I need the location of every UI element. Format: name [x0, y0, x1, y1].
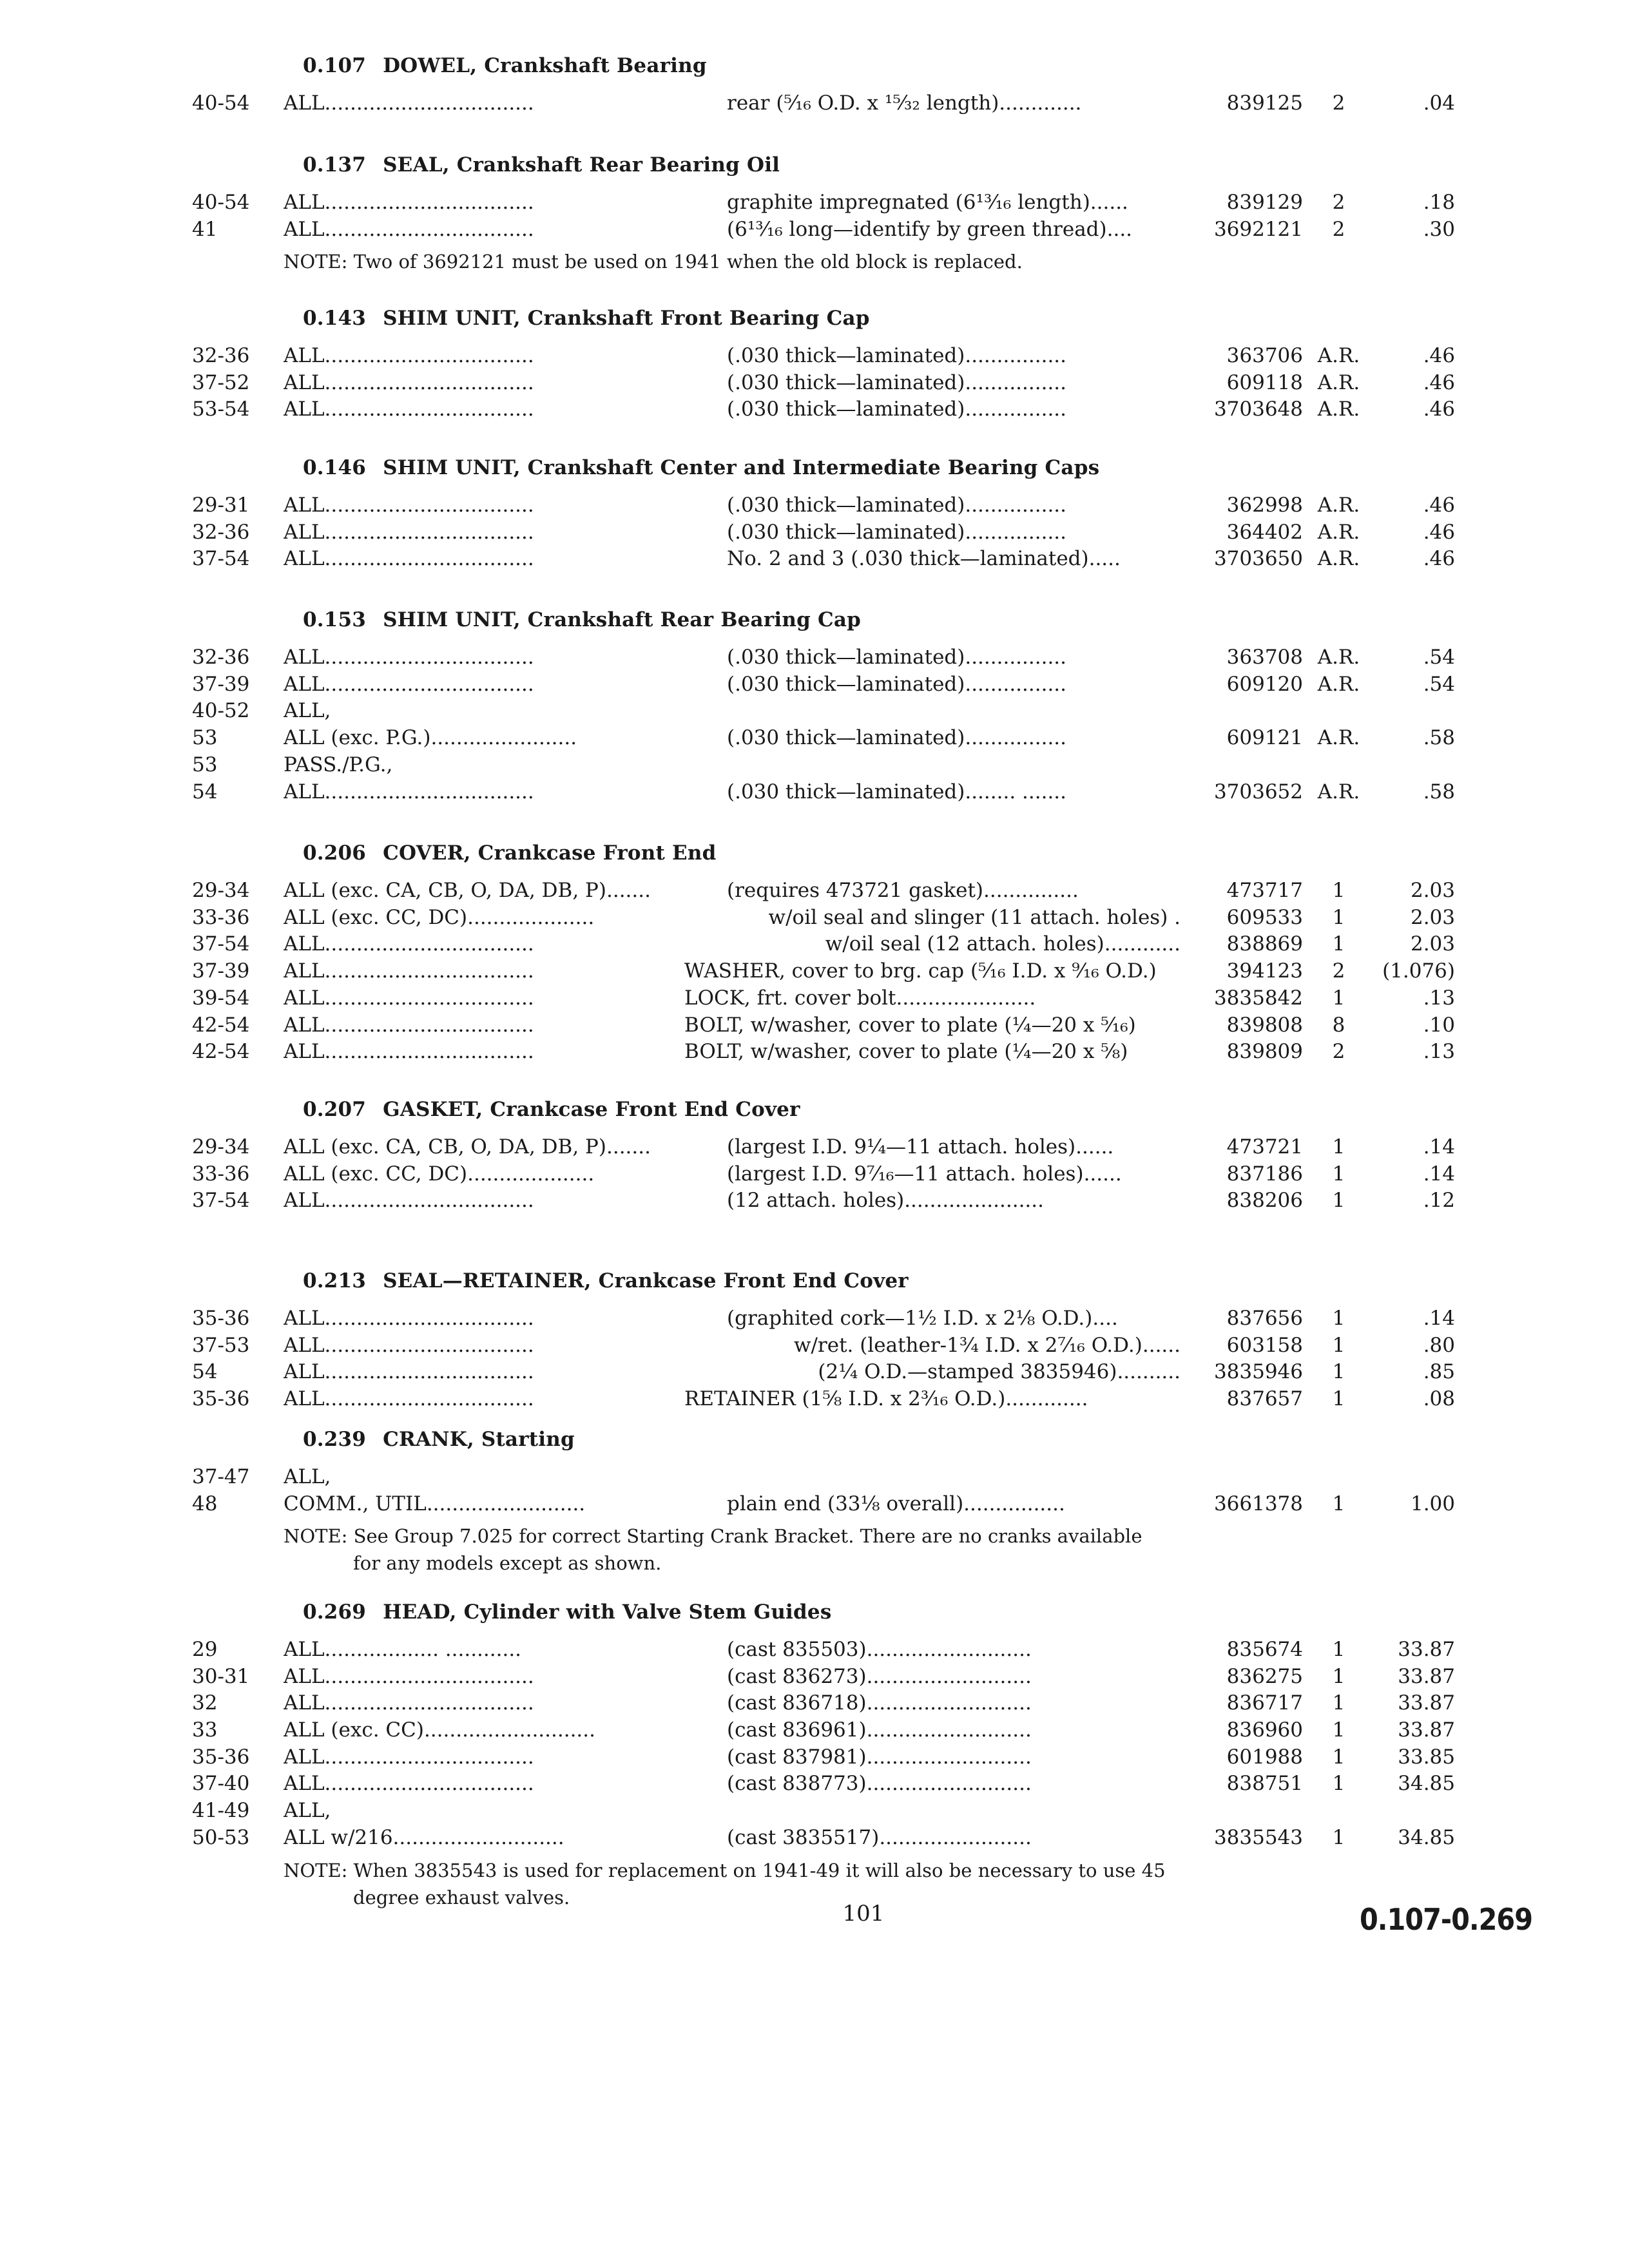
- price-cell: .46: [1423, 344, 1455, 367]
- models-cell: ALL.................................: [284, 1334, 534, 1357]
- table-row: [0, 218, 1629, 246]
- price-cell: .30: [1423, 218, 1455, 241]
- models-cell: ALL.................................: [284, 932, 534, 956]
- table-row: [0, 494, 1629, 522]
- table-row: [0, 1189, 1629, 1217]
- models-cell: ALL.................................: [284, 986, 534, 1010]
- description-cell: (cast 838773)..........................: [727, 1772, 1032, 1795]
- section-number: 0.107: [303, 54, 367, 77]
- part-number-cell: 3703648: [1213, 398, 1303, 421]
- price-cell: 2.03: [1410, 932, 1455, 956]
- note-continuation: degree exhaust valves.: [353, 1887, 570, 1908]
- models-cell: ALL.................................: [284, 673, 534, 696]
- part-number-cell: 839809: [1226, 1040, 1303, 1063]
- part-number-cell: 836717: [1226, 1691, 1303, 1715]
- table-row: [0, 959, 1629, 988]
- section-number: 0.146: [303, 456, 367, 479]
- price-cell: 33.87: [1398, 1638, 1455, 1661]
- models-cell: ALL.................................: [284, 1772, 534, 1795]
- part-number-cell: 609533: [1226, 906, 1303, 929]
- years-cell: 53-54: [192, 398, 250, 421]
- part-number-cell: 837656: [1226, 1307, 1303, 1330]
- quantity-cell: A.R.: [1317, 673, 1360, 696]
- table-row: [0, 344, 1629, 372]
- table-row: [0, 191, 1629, 219]
- section-heading: [303, 1098, 800, 1121]
- years-cell: 40-52: [192, 699, 250, 722]
- part-number-cell: 837186: [1226, 1162, 1303, 1186]
- description-cell: (2¼ O.D.—stamped 3835946)..........: [818, 1360, 1181, 1383]
- price-cell: 33.87: [1398, 1691, 1455, 1715]
- description-cell: (.030 thick—laminated)........ .......: [727, 780, 1067, 803]
- quantity-cell: 1: [1332, 1334, 1345, 1357]
- section-heading: [303, 1269, 909, 1293]
- quantity-cell: 1: [1332, 1665, 1345, 1688]
- note-text: NOTE: Two of 3692121 must be used on 1941 when the old block is replaced.: [284, 251, 1023, 273]
- price-cell: .46: [1423, 398, 1455, 421]
- years-cell: 30-31: [192, 1665, 250, 1688]
- section-title: COVER, Crankcase Front End: [383, 841, 717, 865]
- quantity-cell: 1: [1332, 1387, 1345, 1410]
- years-cell: 41-49: [192, 1799, 250, 1822]
- table-row: [0, 1162, 1629, 1191]
- quantity-cell: 8: [1332, 1014, 1345, 1037]
- models-cell: PASS./P.G.,: [284, 753, 393, 776]
- years-cell: 42-54: [192, 1040, 250, 1063]
- description-cell: (.030 thick—laminated)................: [727, 726, 1067, 749]
- section-note: [284, 1857, 1211, 1911]
- part-number-cell: 838206: [1226, 1189, 1303, 1212]
- table-row: [0, 986, 1629, 1015]
- models-cell: ALL.................. ............: [284, 1638, 522, 1661]
- years-cell: 41: [192, 218, 218, 241]
- section-number: 0.143: [303, 307, 367, 330]
- description-cell: No. 2 and 3 (.030 thick—laminated).....: [727, 547, 1121, 570]
- section-heading: [303, 153, 780, 177]
- quantity-cell: 1: [1332, 932, 1345, 956]
- page-code: 0.107-0.269: [1360, 1902, 1532, 1937]
- table-row: [0, 1334, 1629, 1362]
- part-number-cell: 363706: [1226, 344, 1303, 367]
- part-number-cell: 839808: [1226, 1014, 1303, 1037]
- quantity-cell: 1: [1332, 986, 1345, 1010]
- quantity-cell: 1: [1332, 1772, 1345, 1795]
- quantity-cell: A.R.: [1317, 726, 1360, 749]
- quantity-cell: 2: [1332, 191, 1345, 214]
- part-number-cell: 609118: [1226, 371, 1303, 394]
- price-cell: .14: [1423, 1135, 1455, 1158]
- price-cell: .46: [1423, 521, 1455, 544]
- years-cell: 37-52: [192, 371, 250, 394]
- models-cell: ALL.................................: [284, 1745, 534, 1769]
- models-cell: ALL.................................: [284, 494, 534, 517]
- price-cell: 33.85: [1398, 1745, 1455, 1769]
- price-cell: .80: [1423, 1334, 1455, 1357]
- table-row: [0, 726, 1629, 754]
- section-number: 0.213: [303, 1269, 367, 1293]
- models-cell: ALL.................................: [284, 1665, 534, 1688]
- price-cell: .85: [1423, 1360, 1455, 1383]
- part-number-cell: 836960: [1226, 1718, 1303, 1742]
- section-note: [284, 1523, 1211, 1577]
- models-cell: ALL.................................: [284, 646, 534, 669]
- description-cell: (requires 473721 gasket)...............: [727, 879, 1079, 902]
- price-cell: 33.87: [1398, 1665, 1455, 1688]
- table-row: [0, 1665, 1629, 1693]
- section-number: 0.137: [303, 153, 367, 177]
- part-number-cell: 609121: [1226, 726, 1303, 749]
- models-cell: ALL.................................: [284, 218, 534, 241]
- price-cell: .58: [1423, 726, 1455, 749]
- price-cell: .58: [1423, 780, 1455, 803]
- price-cell: 2.03: [1410, 879, 1455, 902]
- price-cell: .46: [1423, 371, 1455, 394]
- years-cell: 37-54: [192, 547, 250, 570]
- years-cell: 53: [192, 753, 218, 776]
- years-cell: 37-54: [192, 932, 250, 956]
- quantity-cell: 1: [1332, 1718, 1345, 1742]
- price-cell: 1.00: [1410, 1492, 1455, 1515]
- description-cell: (.030 thick—laminated)................: [727, 646, 1067, 669]
- models-cell: ALL (exc. CC, DC)....................: [284, 1162, 595, 1186]
- part-number-cell: 837657: [1226, 1387, 1303, 1410]
- price-cell: .10: [1423, 1014, 1455, 1037]
- models-cell: ALL.................................: [284, 91, 534, 115]
- section-number: 0.239: [303, 1428, 367, 1451]
- part-number-cell: 3835946: [1213, 1360, 1303, 1383]
- models-cell: ALL w/216...........................: [284, 1826, 564, 1849]
- table-row: [0, 398, 1629, 426]
- section-title: SEAL—RETAINER, Crankcase Front End Cover: [383, 1269, 909, 1293]
- description-cell: (cast 837981)..........................: [727, 1745, 1032, 1769]
- models-cell: ALL,: [284, 699, 331, 722]
- years-cell: 29-31: [192, 494, 250, 517]
- quantity-cell: 1: [1332, 1189, 1345, 1212]
- years-cell: 37-54: [192, 1189, 250, 1212]
- quantity-cell: A.R.: [1317, 344, 1360, 367]
- description-cell: w/oil seal and slinger (11 attach. holes) .: [768, 906, 1181, 929]
- section-title: CRANK, Starting: [383, 1428, 575, 1451]
- quantity-cell: A.R.: [1317, 494, 1360, 517]
- description-cell: (.030 thick—laminated)................: [727, 398, 1067, 421]
- description-cell: (cast 3835517)........................: [727, 1826, 1032, 1849]
- quantity-cell: A.R.: [1317, 547, 1360, 570]
- quantity-cell: 1: [1332, 1162, 1345, 1186]
- table-row: [0, 1040, 1629, 1068]
- part-number-cell: 3835543: [1213, 1826, 1303, 1849]
- section-heading: [303, 1600, 832, 1624]
- price-cell: .46: [1423, 494, 1455, 517]
- description-cell: graphite impregnated (6¹³⁄₁₆ length)......: [727, 191, 1128, 214]
- models-cell: ALL.................................: [284, 398, 534, 421]
- years-cell: 50-53: [192, 1826, 250, 1849]
- section-title: GASKET, Crankcase Front End Cover: [383, 1098, 800, 1121]
- part-number-cell: 3835842: [1213, 986, 1303, 1010]
- description-cell: (cast 836273)..........................: [727, 1665, 1032, 1688]
- table-row: [0, 646, 1629, 674]
- years-cell: 32-36: [192, 521, 250, 544]
- section-heading: [303, 608, 861, 631]
- part-number-cell: 601988: [1226, 1745, 1303, 1769]
- table-row: [0, 1014, 1629, 1042]
- table-row: [0, 1492, 1629, 1521]
- years-cell: 33: [192, 1718, 218, 1742]
- section-heading: [303, 841, 716, 865]
- description-cell: RETAINER (1⅝ I.D. x 2³⁄₁₆ O.D.).............: [684, 1387, 1088, 1410]
- section-number: 0.206: [303, 841, 367, 865]
- table-row: [0, 1638, 1629, 1666]
- table-row: [0, 1360, 1629, 1389]
- models-cell: ALL (exc. CC, DC)....................: [284, 906, 595, 929]
- price-cell: 34.85: [1398, 1772, 1455, 1795]
- section-title: HEAD, Cylinder with Valve Stem Guides: [383, 1600, 832, 1624]
- quantity-cell: 1: [1332, 1826, 1345, 1849]
- part-number-cell: 603158: [1226, 1334, 1303, 1357]
- quantity-cell: 2: [1332, 1040, 1345, 1063]
- models-cell: ALL.................................: [284, 1014, 534, 1037]
- section-heading: [303, 307, 870, 330]
- part-number-cell: 839125: [1226, 91, 1303, 115]
- quantity-cell: 1: [1332, 1638, 1345, 1661]
- years-cell: 35-36: [192, 1387, 250, 1410]
- years-cell: 29-34: [192, 879, 250, 902]
- years-cell: 54: [192, 780, 218, 803]
- models-cell: ALL.................................: [284, 1360, 534, 1383]
- models-cell: ALL.................................: [284, 547, 534, 570]
- part-number-cell: 838751: [1226, 1772, 1303, 1795]
- quantity-cell: 2: [1332, 218, 1345, 241]
- quantity-cell: A.R.: [1317, 521, 1360, 544]
- description-cell: w/oil seal (12 attach. holes)............: [825, 932, 1181, 956]
- part-number-cell: 609120: [1226, 673, 1303, 696]
- section-number: 0.207: [303, 1098, 367, 1121]
- description-cell: (.030 thick—laminated)................: [727, 521, 1067, 544]
- description-cell: (12 attach. holes)......................: [727, 1189, 1044, 1212]
- years-cell: 53: [192, 726, 218, 749]
- quantity-cell: 1: [1332, 879, 1345, 902]
- description-cell: (.030 thick—laminated)................: [727, 371, 1067, 394]
- part-number-cell: 473721: [1226, 1135, 1303, 1158]
- models-cell: ALL.................................: [284, 1307, 534, 1330]
- models-cell: ALL.................................: [284, 1040, 534, 1063]
- table-row: [0, 906, 1629, 934]
- years-cell: 29: [192, 1638, 218, 1661]
- table-row: [0, 699, 1629, 727]
- page-number: 101: [842, 1901, 885, 1927]
- table-row: [0, 753, 1629, 782]
- years-cell: 32: [192, 1691, 218, 1715]
- section-heading: [303, 54, 707, 77]
- section-title: SEAL, Crankshaft Rear Bearing Oil: [383, 153, 780, 177]
- quantity-cell: A.R.: [1317, 646, 1360, 669]
- description-cell: LOCK, frt. cover bolt......................: [684, 986, 1036, 1010]
- models-cell: ALL.................................: [284, 371, 534, 394]
- models-cell: ALL.................................: [284, 1189, 534, 1212]
- table-row: [0, 521, 1629, 549]
- table-row: [0, 371, 1629, 399]
- models-cell: ALL,: [284, 1465, 331, 1488]
- models-cell: ALL.................................: [284, 1387, 534, 1410]
- section-heading: [303, 456, 1099, 479]
- description-cell: (graphited cork—1½ I.D. x 2⅛ O.D.)....: [727, 1307, 1118, 1330]
- description-cell: w/ret. (leather-1¾ I.D. x 2⁷⁄₁₆ O.D.)......: [793, 1334, 1181, 1357]
- models-cell: ALL.................................: [284, 959, 534, 983]
- models-cell: ALL (exc. CC)...........................: [284, 1718, 595, 1742]
- price-cell: 2.03: [1410, 906, 1455, 929]
- models-cell: ALL.................................: [284, 1691, 534, 1715]
- description-cell: (cast 836718)..........................: [727, 1691, 1032, 1715]
- description-cell: rear (⁵⁄₁₆ O.D. x ¹⁵⁄₃₂ length).............: [727, 91, 1082, 115]
- description-cell: WASHER, cover to brg. cap (⁵⁄₁₆ I.D. x ⁹⁄₁₆ O.D.): [684, 959, 1157, 983]
- years-cell: 33-36: [192, 1162, 250, 1186]
- section-title: DOWEL, Crankshaft Bearing: [383, 54, 707, 77]
- part-number-cell: 838869: [1226, 932, 1303, 956]
- years-cell: 37-47: [192, 1465, 250, 1488]
- part-number-cell: 835674: [1226, 1638, 1303, 1661]
- table-row: [0, 1772, 1629, 1800]
- section-number: 0.153: [303, 608, 367, 631]
- section-title: SHIM UNIT, Crankshaft Rear Bearing Cap: [383, 608, 861, 631]
- years-cell: 29-34: [192, 1135, 250, 1158]
- description-cell: (largest I.D. 9⁷⁄₁₆—11 attach. holes)......: [727, 1162, 1122, 1186]
- description-cell: BOLT, w/washer, cover to plate (¼—20 x ⁵⁄₁₆): [684, 1014, 1136, 1037]
- models-cell: ALL.................................: [284, 521, 534, 544]
- description-cell: (cast 836961)..........................: [727, 1718, 1032, 1742]
- quantity-cell: 1: [1332, 1691, 1345, 1715]
- part-number-cell: 473717: [1226, 879, 1303, 902]
- price-cell: (1.076): [1382, 959, 1455, 983]
- part-number-cell: 3703652: [1213, 780, 1303, 803]
- price-cell: 33.87: [1398, 1718, 1455, 1742]
- models-cell: ALL.................................: [284, 780, 534, 803]
- table-row: [0, 91, 1629, 120]
- years-cell: 40-54: [192, 191, 250, 214]
- table-row: [0, 1745, 1629, 1774]
- note-continuation: for any models except as shown.: [353, 1552, 662, 1574]
- price-cell: .13: [1423, 986, 1455, 1010]
- part-number-cell: 394123: [1226, 959, 1303, 983]
- price-cell: .54: [1423, 646, 1455, 669]
- part-number-cell: 3661378: [1213, 1492, 1303, 1515]
- price-cell: .54: [1423, 673, 1455, 696]
- section-note: [284, 248, 1211, 275]
- years-cell: 32-36: [192, 344, 250, 367]
- quantity-cell: 2: [1332, 959, 1345, 983]
- table-row: [0, 1387, 1629, 1416]
- models-cell: ALL,: [284, 1799, 331, 1822]
- years-cell: 39-54: [192, 986, 250, 1010]
- table-row: [0, 1718, 1629, 1747]
- table-row: [0, 1826, 1629, 1854]
- quantity-cell: 1: [1332, 1745, 1345, 1769]
- section-heading: [303, 1428, 575, 1451]
- price-cell: .13: [1423, 1040, 1455, 1063]
- description-cell: plain end (33⅛ overall)................: [727, 1492, 1065, 1515]
- years-cell: 33-36: [192, 906, 250, 929]
- table-row: [0, 1135, 1629, 1164]
- years-cell: 35-36: [192, 1307, 250, 1330]
- models-cell: ALL.................................: [284, 191, 534, 214]
- section-number: 0.269: [303, 1600, 367, 1624]
- quantity-cell: 1: [1332, 1492, 1345, 1515]
- table-row: [0, 932, 1629, 961]
- part-number-cell: 3692121: [1213, 218, 1303, 241]
- price-cell: .14: [1423, 1162, 1455, 1186]
- table-row: [0, 879, 1629, 907]
- years-cell: 40-54: [192, 91, 250, 115]
- part-number-cell: 364402: [1226, 521, 1303, 544]
- description-cell: BOLT, w/washer, cover to plate (¼—20 x ⅝): [684, 1040, 1128, 1063]
- price-cell: .12: [1423, 1189, 1455, 1212]
- part-number-cell: 362998: [1226, 494, 1303, 517]
- quantity-cell: 1: [1332, 906, 1345, 929]
- years-cell: 54: [192, 1360, 218, 1383]
- note-text: NOTE: When 3835543 is used for replacement on 1941-49 it will also be necessary to use 45: [284, 1860, 1166, 1881]
- quantity-cell: 2: [1332, 91, 1345, 115]
- quantity-cell: 1: [1332, 1307, 1345, 1330]
- description-cell: (cast 835503)..........................: [727, 1638, 1032, 1661]
- description-cell: (.030 thick—laminated)................: [727, 344, 1067, 367]
- quantity-cell: A.R.: [1317, 780, 1360, 803]
- quantity-cell: 1: [1332, 1360, 1345, 1383]
- table-row: [0, 1691, 1629, 1720]
- years-cell: 37-39: [192, 959, 250, 983]
- years-cell: 42-54: [192, 1014, 250, 1037]
- table-row: [0, 547, 1629, 575]
- section-title: SHIM UNIT, Crankshaft Center and Intermediate Bearing Caps: [383, 456, 1100, 479]
- price-cell: .08: [1423, 1387, 1455, 1410]
- quantity-cell: 1: [1332, 1135, 1345, 1158]
- part-number-cell: 3703650: [1213, 547, 1303, 570]
- models-cell: ALL (exc. CA, CB, O, DA, DB, P).......: [284, 1135, 651, 1158]
- section-title: SHIM UNIT, Crankshaft Front Bearing Cap: [383, 307, 870, 330]
- table-row: [0, 780, 1629, 809]
- models-cell: ALL (exc. P.G.).......................: [284, 726, 577, 749]
- description-cell: (.030 thick—laminated)................: [727, 673, 1067, 696]
- description-cell: (.030 thick—laminated)................: [727, 494, 1067, 517]
- part-number-cell: 839129: [1226, 191, 1303, 214]
- years-cell: 32-36: [192, 646, 250, 669]
- models-cell: ALL.................................: [284, 344, 534, 367]
- years-cell: 37-53: [192, 1334, 250, 1357]
- quantity-cell: A.R.: [1317, 398, 1360, 421]
- price-cell: .14: [1423, 1307, 1455, 1330]
- note-text: NOTE: See Group 7.025 for correct Starting Crank Bracket. There are no cranks available: [284, 1525, 1142, 1547]
- table-row: [0, 1465, 1629, 1494]
- price-cell: 34.85: [1398, 1826, 1455, 1849]
- part-number-cell: 836275: [1226, 1665, 1303, 1688]
- description-cell: (6¹³⁄₁₆ long—identify by green thread)....: [727, 218, 1133, 241]
- years-cell: 35-36: [192, 1745, 250, 1769]
- years-cell: 37-39: [192, 673, 250, 696]
- models-cell: COMM., UTIL.........................: [284, 1492, 586, 1515]
- table-row: [0, 673, 1629, 701]
- description-cell: (largest I.D. 9¼—11 attach. holes)......: [727, 1135, 1114, 1158]
- models-cell: ALL (exc. CA, CB, O, DA, DB, P).......: [284, 879, 651, 902]
- years-cell: 37-40: [192, 1772, 250, 1795]
- part-number-cell: 363708: [1226, 646, 1303, 669]
- quantity-cell: A.R.: [1317, 371, 1360, 394]
- price-cell: .04: [1423, 91, 1455, 115]
- years-cell: 48: [192, 1492, 218, 1515]
- price-cell: .18: [1423, 191, 1455, 214]
- table-row: [0, 1799, 1629, 1827]
- table-row: [0, 1307, 1629, 1335]
- price-cell: .46: [1423, 547, 1455, 570]
